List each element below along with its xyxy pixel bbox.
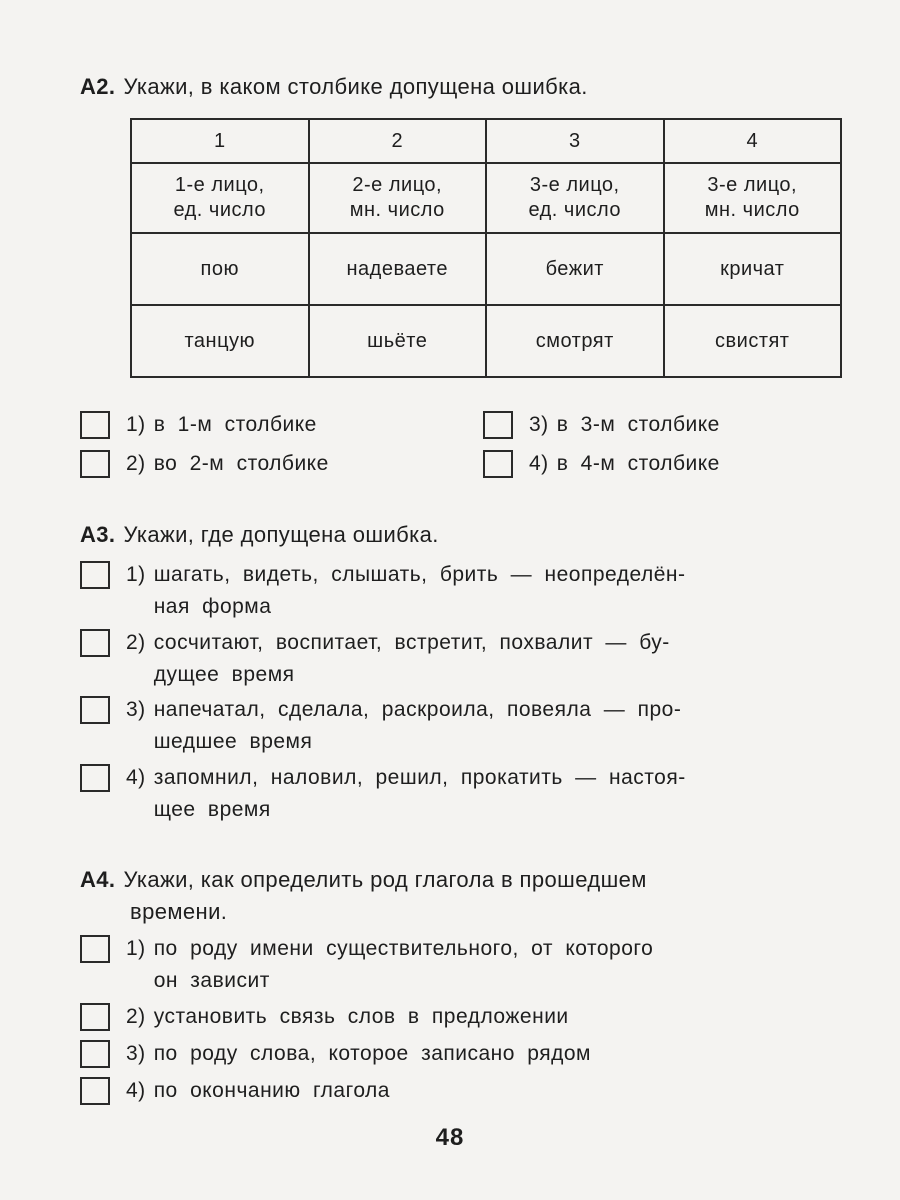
a2-option-2[interactable]: 2) во 2-м столбике <box>80 448 329 480</box>
a4-option-1[interactable]: 1) по роду имени существительного, от которого он зависит <box>80 933 860 997</box>
person-cell: 3-е лицо, мн. число <box>664 163 842 233</box>
a2-option-1[interactable]: 1) в 1-м столбике <box>80 409 317 441</box>
a2-option-4[interactable]: 4) в 4-м столбике <box>483 448 720 480</box>
a4-option-2[interactable]: 2) установить связь слов в предложении <box>80 1001 569 1033</box>
answer-checkbox[interactable] <box>80 450 110 478</box>
question-a3-title <box>80 522 439 548</box>
question-a4-text: Укажи, как определить род глагола в прошедшем <box>123 867 647 892</box>
question-a3-number: А3. <box>80 522 116 547</box>
word-cell: свистят <box>664 305 842 377</box>
word-cell: бежит <box>486 233 664 305</box>
question-a2-text: Укажи, в каком столбике допущена ошибка. <box>123 74 588 99</box>
word-cell: смотрят <box>486 305 664 377</box>
a2-option-3[interactable]: 3) в 3-м столбике <box>483 409 720 441</box>
question-a3-text: Укажи, где допущена ошибка. <box>123 522 439 547</box>
column-number: 2 <box>309 119 487 163</box>
table-header-row <box>131 119 841 163</box>
answer-checkbox[interactable] <box>80 764 110 792</box>
column-number: 1 <box>131 119 309 163</box>
answer-checkbox[interactable] <box>80 1077 110 1105</box>
column-number: 3 <box>486 119 664 163</box>
table-word-row <box>131 233 841 305</box>
person-cell: 2-е лицо, мн. число <box>309 163 487 233</box>
word-cell: танцую <box>131 305 309 377</box>
verb-person-table <box>130 118 842 378</box>
table-word-row <box>131 305 841 377</box>
a3-option-3[interactable]: 3) напечатал, сделала, раскроила, повеяла — про- шедшее время <box>80 694 860 758</box>
column-number: 4 <box>664 119 842 163</box>
word-cell: кричат <box>664 233 842 305</box>
person-cell: 3-е лицо, ед. число <box>486 163 664 233</box>
answer-checkbox[interactable] <box>80 411 110 439</box>
question-a2-number: А2. <box>80 74 116 99</box>
answer-checkbox[interactable] <box>80 629 110 657</box>
answer-checkbox[interactable] <box>80 935 110 963</box>
word-cell: шьёте <box>309 305 487 377</box>
a4-option-3[interactable]: 3) по роду слова, которое записано рядом <box>80 1038 591 1070</box>
question-a4-title <box>80 864 647 928</box>
a3-option-4[interactable]: 4) запомнил, наловил, решил, прокатить — настоя- щее время <box>80 762 860 826</box>
answer-checkbox[interactable] <box>483 450 513 478</box>
answer-checkbox[interactable] <box>80 561 110 589</box>
answer-checkbox[interactable] <box>80 1003 110 1031</box>
question-a2-title <box>80 74 588 100</box>
answer-checkbox[interactable] <box>483 411 513 439</box>
question-a4-text-continued: времени. <box>130 899 228 924</box>
answer-checkbox[interactable] <box>80 696 110 724</box>
a3-option-2[interactable]: 2) сосчитают, воспитает, встретит, похвалит — бу- дущее время <box>80 627 860 691</box>
answer-checkbox[interactable] <box>80 1040 110 1068</box>
word-cell: надеваете <box>309 233 487 305</box>
page-number: 48 <box>435 1124 465 1151</box>
table-person-row <box>131 163 841 233</box>
word-cell: пою <box>131 233 309 305</box>
a4-option-4[interactable]: 4) по окончанию глагола <box>80 1075 390 1107</box>
question-a4-number: А4. <box>80 867 116 892</box>
person-cell: 1-е лицо, ед. число <box>131 163 309 233</box>
a3-option-1[interactable]: 1) шагать, видеть, слышать, брить — неопределён- ная форма <box>80 559 860 623</box>
